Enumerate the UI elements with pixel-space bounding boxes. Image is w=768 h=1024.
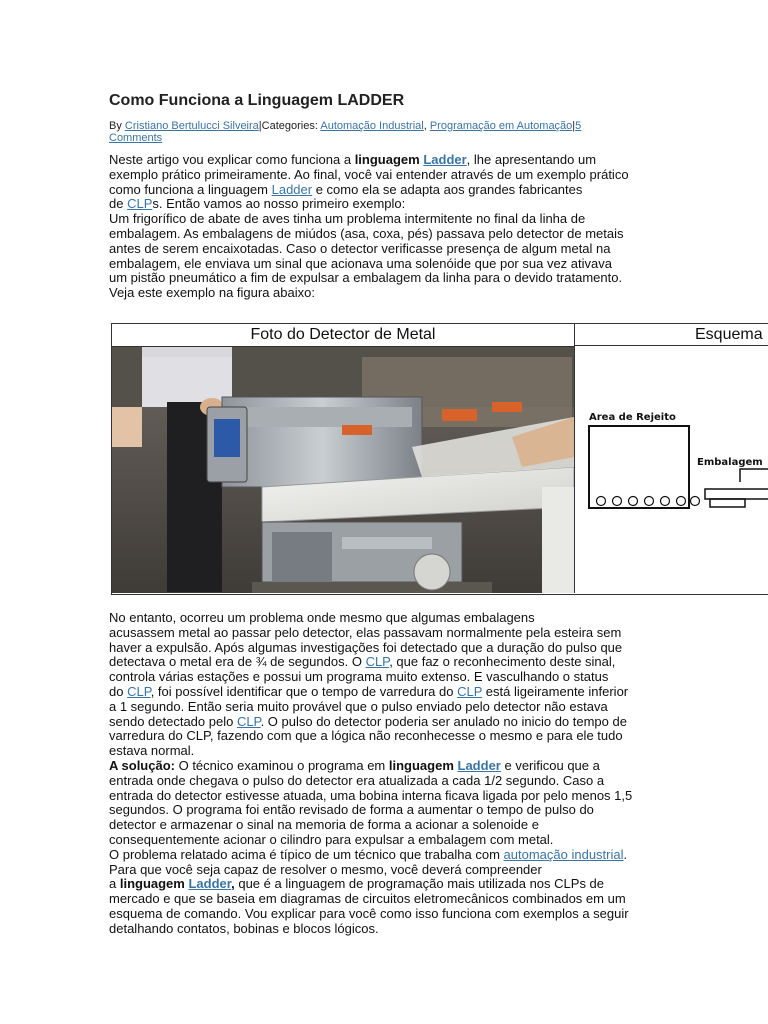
clp-link[interactable]: CLP — [236, 713, 261, 729]
page-title: Como Funciona a Linguagem LADDER — [109, 92, 405, 109]
text-line: estava normal. — [109, 743, 195, 759]
category-link-automacao[interactable]: Automação Industrial — [320, 120, 424, 132]
text: O técnico examinou o programa em — [174, 757, 389, 773]
ladder-link[interactable]: Ladder — [423, 152, 467, 167]
detector-figure — [111, 323, 768, 595]
text: de — [109, 196, 128, 212]
solution-heading: A solução: — [109, 757, 175, 773]
text: s. Então vamos ao nosso primeiro exemplo: — [152, 196, 406, 212]
comments-link[interactable]: Comments — [109, 132, 163, 144]
text: , foi possível identificar que o tempo de varredura do — [150, 683, 458, 699]
ladder-link[interactable]: Ladder — [188, 876, 232, 892]
author-link[interactable]: Cristiano Bertulucci Silveira — [124, 120, 259, 132]
text: a — [109, 876, 120, 892]
text-line: detalhando contatos, bobinas e blocos lógicos. — [109, 920, 379, 936]
text: do — [109, 683, 128, 699]
text-line: um pistão pneumático a fim de expulsar a embalagem da linha para o devido tratamento. — [109, 270, 623, 286]
bold-text: linguagem — [354, 152, 420, 167]
text-line: haver a expulsão. Após algumas investigações foi detectado que a duração do pulso que — [109, 639, 623, 655]
reject-area-label: Area de Rejeito — [589, 412, 676, 423]
clp-link[interactable]: CLP — [457, 683, 483, 699]
text: . O pulso do detector poderia ser anulado no inicio do tempo de — [260, 713, 627, 729]
photo-illustration — [112, 347, 574, 593]
text-line: esquema de comando. Vou explicar para você como isso funciona com exemplos a seguir — [109, 905, 629, 921]
text: e como ela se adapta aos grandes fabricantes — [312, 181, 583, 197]
text: Neste artigo vou explicar como funciona a — [109, 152, 355, 167]
text-line: mercado e que se baseia em diagramas de circuitos eletromecânicos combinados em um — [109, 891, 626, 907]
byline-sep2: | — [572, 120, 576, 132]
comments-count-link[interactable]: 5 — [575, 120, 582, 132]
package-shape — [705, 469, 768, 507]
text-line: Veja este exemplo na figura abaixo: — [109, 285, 315, 301]
package-label: Embalagem — [697, 457, 763, 468]
clp-link[interactable]: CLP — [127, 196, 153, 212]
text-line: controla várias estações e possui um programa muito extenso. E vasculhando o status — [109, 669, 609, 685]
ladder-link[interactable]: Ladder — [271, 181, 313, 197]
text-line: a 1 segundo. Então seria muito provável que o pulso enviado pelo detector não estava — [109, 698, 608, 714]
text-line: varredura do CLP, fazendo com que a lógica não reconhecesse o mesmo e para ele tudo — [109, 728, 623, 744]
category-link-programacao[interactable]: Programação em Automação — [429, 120, 573, 132]
text: . — [623, 846, 628, 862]
text-line: acusassem metal ao passar pelo detector, elas passavam normalmente pela esteira sem — [109, 624, 622, 640]
text: sendo detectado pelo — [109, 713, 237, 729]
text: detectava o metal era de ¾ de segundos. O — [109, 654, 366, 670]
clp-link[interactable]: CLP — [365, 654, 390, 670]
reject-area-box — [589, 426, 689, 508]
text-line: No entanto, ocorreu um problema onde mesmo que algumas embalagens — [109, 610, 535, 625]
text-line: antes de serem encaixotadas. Caso o detector verificasse presença de algum metal na — [109, 240, 611, 256]
bold-text: , — [231, 876, 235, 892]
ladder-link[interactable]: Ladder — [457, 757, 501, 773]
byline-comma: , — [423, 120, 430, 132]
text-line: entrada do detector estivesse atuada, uma bobina interna ficava ligada por pelo menos 1,5 — [109, 787, 633, 803]
text-line: segundos. O programa foi então revisado de forma a aumentar o tempo de pulso do — [109, 802, 594, 818]
text-line: embalagem, ele enviava um sinal que acionava uma solenóide que por sua vez ativava — [109, 255, 612, 271]
text-line: embalagem. As embalagens de miúdos (asa, coxa, pés) passava pelo detector de metais — [109, 225, 624, 241]
byline-by: By — [109, 120, 125, 132]
roller-circles — [597, 497, 700, 506]
schema-illustration — [575, 347, 768, 593]
byline — [109, 120, 629, 144]
bold-text: linguagem — [119, 876, 185, 892]
schema-diagram — [575, 347, 768, 593]
clp-link[interactable]: CLP — [127, 683, 151, 699]
text: como funciona a linguagem — [109, 181, 272, 197]
text-line: Para que você seja capaz de resolver o mesmo, você deverá compreender — [109, 861, 542, 877]
problem-paragraph — [109, 611, 632, 937]
text-line: detector e armazenar o sinal na memoria de forma a acionar a solenoide e — [109, 817, 539, 833]
text: , lhe apresentando um — [466, 152, 597, 167]
metal-detector-photo — [112, 347, 575, 593]
text: que é a linguagem de programação mais utilizada nos CLPs de — [234, 876, 605, 892]
text-line: exemplo prático primeiramente. Ao final, você vai entender através de um exemplo prático — [109, 166, 629, 182]
text: O problema relatado acima é típico de um técnico que trabalha com — [109, 846, 504, 862]
text: está ligeiramente inferior — [482, 683, 629, 699]
text-line: entrada onde chegava o pulso do detector era atualizada a cada 1/2 segundo. Caso a — [109, 772, 605, 788]
text: , que faz o reconhecimento deste sinal, — [389, 654, 616, 670]
photo-title: Foto do Detector de Metal — [112, 324, 575, 347]
schema-title: Esquema — [575, 324, 768, 346]
text-line: consequentemente acionar o cilindro para expulsar a embalagem com metal. — [109, 831, 554, 847]
automacao-industrial-link[interactable]: automação industrial — [503, 846, 624, 862]
bold-text: linguagem — [388, 757, 454, 773]
intro-paragraph — [109, 153, 629, 301]
text-line: Um frigorífico de abate de aves tinha um problema intermitente no final da linha de — [109, 211, 586, 227]
text: e verificou que a — [500, 757, 600, 773]
byline-sep: |Categories: — [258, 120, 321, 132]
